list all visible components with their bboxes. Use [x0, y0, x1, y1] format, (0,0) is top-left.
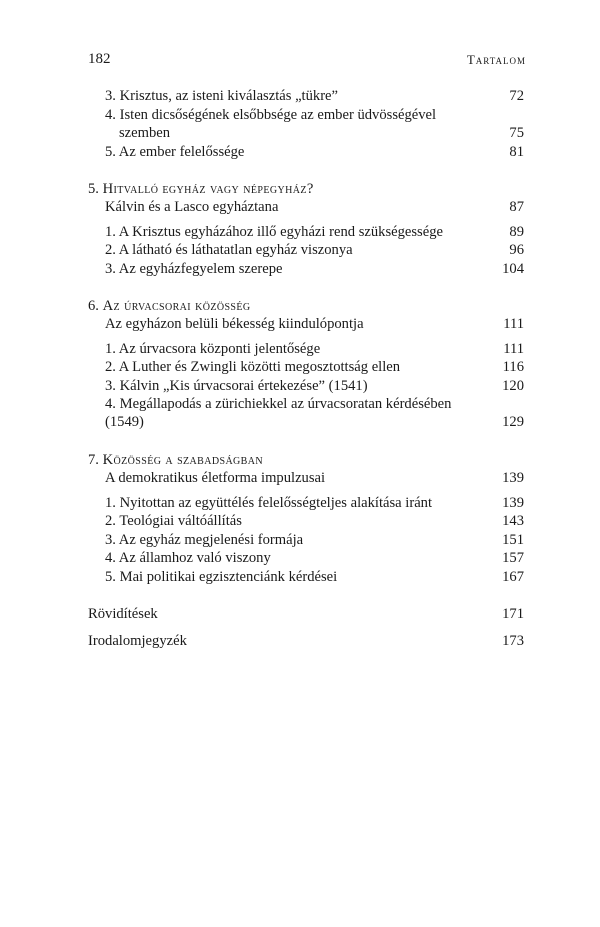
toc-entry-label[interactable]: 3. Az egyház megjelenési formája: [105, 532, 304, 548]
chapter-heading[interactable]: [88, 180, 314, 198]
toc-entry-page: 167: [502, 569, 524, 585]
toc-entry-label[interactable]: 4. Isten dicsőségének elsőbbsége az ember üdvösségével: [105, 107, 437, 123]
toc-entry-page: 139: [502, 495, 524, 511]
toc-entry-label[interactable]: 3. Az egyházfegyelem szerepe: [105, 261, 283, 277]
back-matter-label[interactable]: Irodalomjegyzék: [88, 633, 187, 649]
toc-entry-page: 96: [509, 242, 524, 258]
toc-entry-page: 120: [502, 378, 524, 394]
toc-entry-label[interactable]: 1. Az úrvacsora központi jelentősége: [105, 341, 321, 357]
toc-entry-page: 143: [502, 513, 524, 529]
toc-entry-page: 157: [502, 550, 524, 566]
chapter-number: 7.: [88, 452, 99, 468]
toc-entry-label[interactable]: 2. A látható és láthatatlan egyház viszonya: [105, 242, 353, 258]
toc-entry-page: 89: [509, 224, 524, 240]
chapter-title: Hitvalló egyház vagy népegyház?: [102, 181, 314, 197]
toc-entry-label[interactable]: 4. Az államhoz való viszony: [105, 550, 271, 566]
toc-entry-page: 116: [502, 359, 524, 375]
toc-entry-label-continuation[interactable]: szemben: [119, 125, 171, 141]
chapter-subtitle[interactable]: A demokratikus életforma impulzusai: [105, 470, 326, 486]
toc-entry-label-continuation[interactable]: (1549): [105, 414, 144, 430]
toc-entry-label[interactable]: 4. Megállapodás a zürichiekkel az úrvacsoratan kérdésében: [105, 396, 452, 412]
back-matter-page: 173: [502, 633, 524, 649]
back-matter-page: 171: [502, 606, 524, 622]
toc-entry-label[interactable]: 2. Teológiai váltóállítás: [105, 513, 242, 529]
chapter-title: Közösség a szabadságban: [102, 452, 263, 468]
back-matter-label[interactable]: Rövidítések: [88, 606, 158, 622]
running-title: Tartalom: [466, 52, 526, 67]
toc-entry-label[interactable]: 1. A Krisztus egyházához illő egyházi rend szükségessége: [105, 224, 443, 240]
chapter-number: 5.: [88, 181, 99, 197]
page-number: 182: [88, 51, 111, 67]
toc-entry-page: 111: [503, 341, 524, 357]
toc-entry-label[interactable]: 5. Az ember felelőssége: [105, 144, 245, 160]
toc-entry-label[interactable]: 3. Krisztus, az isteni kiválasztás „tükre”: [105, 88, 339, 104]
toc-entry-page: 72: [509, 88, 524, 104]
toc-entry-label[interactable]: 3. Kálvin „Kis úrvacsorai értekezése” (1541): [105, 378, 368, 394]
toc-entry-page: 151: [502, 532, 524, 548]
toc-entry-label[interactable]: 1. Nyitottan az együttélés felelősségteljes alakítása iránt: [105, 495, 433, 511]
chapter-title: Az úrvacsorai közösség: [102, 298, 251, 314]
chapter-page: 87: [509, 199, 524, 215]
chapter-heading[interactable]: [88, 297, 251, 315]
toc-entry-page: 81: [509, 144, 524, 160]
chapter-number: 6.: [88, 298, 99, 314]
chapter-subtitle[interactable]: Az egyházon belüli békesség kiindulópontja: [105, 316, 364, 332]
chapter-subtitle[interactable]: Kálvin és a Lasco egyháztana: [105, 199, 279, 215]
chapter-page: 139: [502, 470, 524, 486]
toc-entry-page: 129: [502, 414, 524, 430]
toc-entry-label[interactable]: 5. Mai politikai egzisztenciánk kérdései: [105, 569, 338, 585]
toc-entry-label[interactable]: 2. A Luther és Zwingli közötti megosztottság ellen: [105, 359, 401, 375]
toc-entry-page: 75: [509, 125, 524, 141]
toc-entry-page: 104: [502, 261, 524, 277]
chapter-heading[interactable]: [88, 451, 263, 469]
chapter-page: 111: [503, 316, 524, 332]
